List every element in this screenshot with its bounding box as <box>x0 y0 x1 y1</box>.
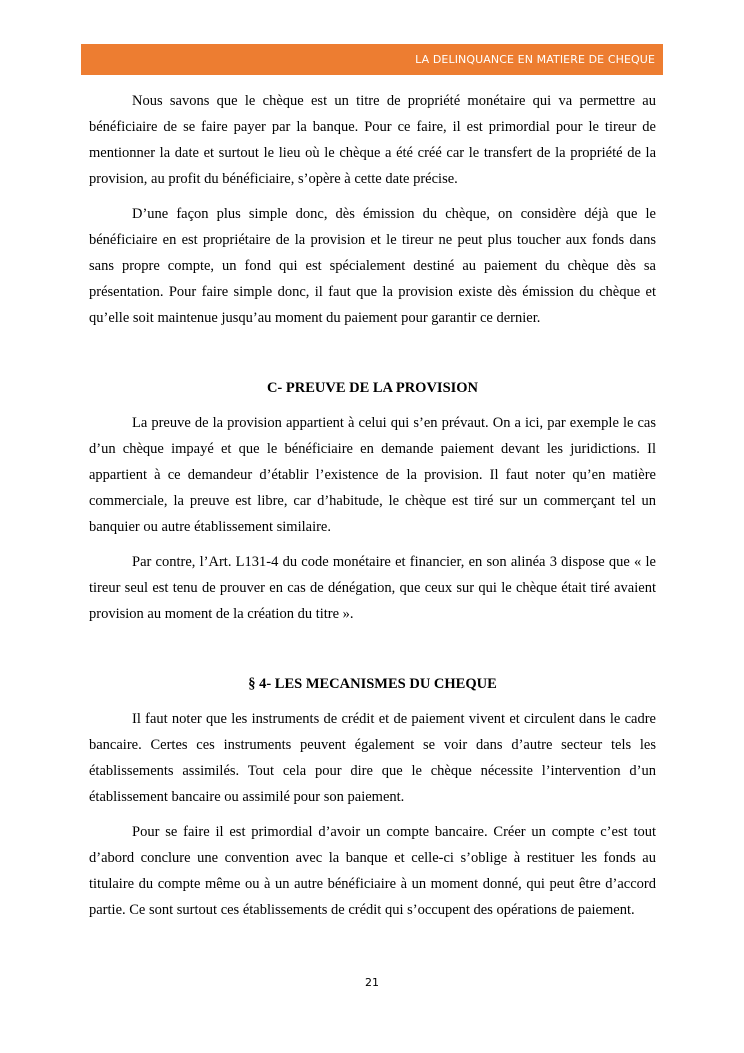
page-number: 21 <box>365 976 379 989</box>
paragraph: Il faut noter que les instruments de crédit et de paiement vivent et circulent dans le cadre bancaire. Certes ces instruments peuvent également se voir dans d’autre secteur tels les établissements assimilés. Tout cela pour dire que le chèque nécessite l’intervention d’un établissement bancaire ou assimilé pour son paiement. <box>89 711 656 805</box>
header-title: LA DELINQUANCE EN MATIERE DE CHEQUE <box>415 53 655 66</box>
paragraph: La preuve de la provision appartient à celui qui s’en prévaut. On a ici, par exemple le cas d’un chèque impayé et que le bénéficiaire en demande paiement devant les juridictions. Il appartient à ce demandeur d’établir l’existence de la provision. Il faut noter qu’en matière commerciale, la preuve est libre, car d’habitude, le chèque est tiré sur un commerçant tel un banquier ou autre établissement similaire. <box>89 415 656 535</box>
paragraph: D’une façon plus simple donc, dès émission du chèque, on considère déjà que le bénéficiaire en est propriétaire de la provision et le tireur ne peut plus toucher aux fonds dans sans propre compte, un fond qui est spécialement destiné au paiement du chèque dès sa présentation. Pour faire simple donc, il faut que la provision existe dès émission du chèque et qu’elle soit maintenue jusqu’au moment du paiement pour garantir ce dernier. <box>89 206 656 326</box>
page-content <box>89 88 656 923</box>
paragraph: Pour se faire il est primordial d’avoir un compte bancaire. Créer un compte c’est tout d’abord conclure une convention avec la banque et celle-ci s’oblige à restituer les fonds au titulaire du compte même ou à un autre bénéficiaire à un moment donné, qui peut être d’accord partie. Ce sont surtout ces établissements de crédit qui s’occupent des opérations de paiement. <box>89 824 656 918</box>
section-heading-preuve: C- PREUVE DE LA PROVISION <box>266 380 479 396</box>
paragraph: Nous savons que le chèque est un titre de propriété monétaire qui va permettre au bénéficiaire de se faire payer par la banque. Pour ce faire, il est primordial pour le tireur de mentionner la date et surtout le lieu où le chèque a été créé car le transfert de la propriété de la provision, au profit du bénéficiaire, s’opère à cette date précise. <box>89 93 656 187</box>
header-bar <box>81 44 663 75</box>
section-heading-mecanismes: § 4- LES MECANISMES DU CHEQUE <box>248 676 497 692</box>
paragraph: Par contre, l’Art. L131-4 du code monétaire et financier, en son alinéa 3 dispose que « le tireur seul est tenu de prouver en cas de dénégation, que ceux sur qui le chèque était tiré avaient provision au moment de la création du titre ». <box>89 554 656 622</box>
